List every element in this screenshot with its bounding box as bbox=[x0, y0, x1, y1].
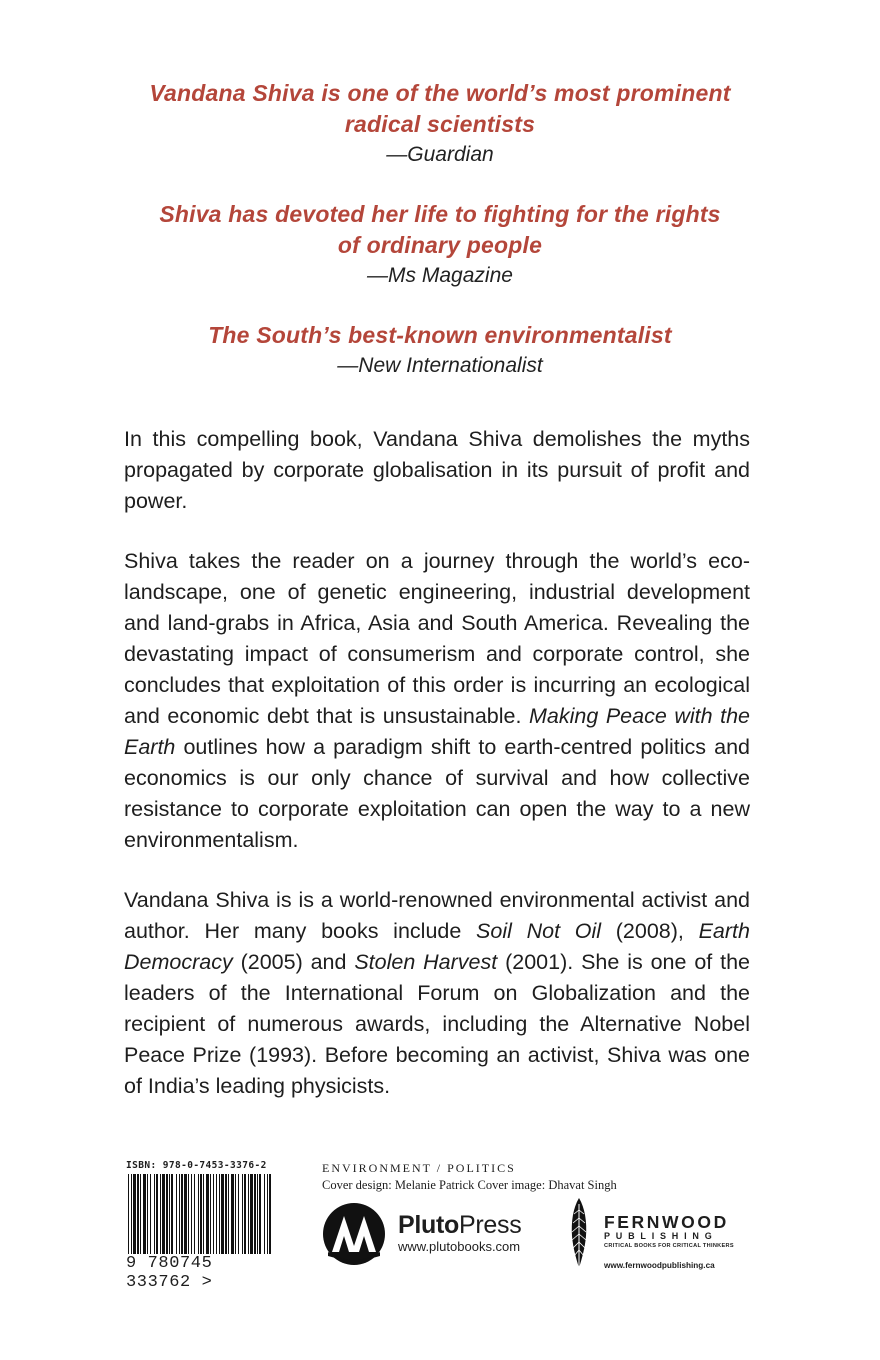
isbn-barcode bbox=[126, 1160, 276, 1292]
barcode-bar bbox=[137, 1174, 139, 1254]
barcode-bar bbox=[228, 1174, 229, 1254]
book-title: Stolen Harvest bbox=[354, 950, 498, 974]
barcode-bar bbox=[191, 1174, 192, 1254]
text-run: outlines how a paradigm shift to earth-centred politics and economics is our only chance of survival and how collective resistance to corporate exploitation can open the way to a new environmentalism. bbox=[124, 735, 750, 852]
quote-2 bbox=[0, 199, 880, 290]
barcode-bar bbox=[140, 1174, 141, 1254]
quote-text bbox=[0, 320, 880, 351]
blurb-paragraph-1: In this compelling book, Vandana Shiva demolishes the myths propagated by corporate globalisation in its pursuit of profit and power. bbox=[124, 427, 750, 513]
barcode-bar bbox=[143, 1174, 146, 1254]
barcode-bar bbox=[264, 1174, 265, 1254]
fernwood-logo bbox=[568, 1196, 734, 1270]
barcode-bar bbox=[269, 1174, 271, 1254]
quote-text bbox=[0, 199, 880, 261]
quote-line: The South’s best-known environmentalist bbox=[208, 322, 672, 348]
cover-credits: Cover design: Melanie Patrick Cover image: Dhavat Singh bbox=[322, 1178, 617, 1192]
barcode-number: 9 780745 333762 > bbox=[126, 1254, 213, 1292]
barcode-bar bbox=[169, 1174, 170, 1254]
barcode-bar bbox=[188, 1174, 189, 1254]
quote-line: of ordinary people bbox=[337, 232, 543, 258]
barcode-bar bbox=[235, 1174, 236, 1254]
barcode-bar bbox=[166, 1174, 168, 1254]
barcode-bar bbox=[162, 1174, 165, 1254]
text-run: (2005) and bbox=[232, 950, 355, 974]
text-run: Vandana Shiva is is a world-renowned environmental activist and author. Her many books include bbox=[124, 888, 750, 943]
text-run: (2008), bbox=[601, 919, 699, 943]
fernwood-url: www.fernwoodpublishing.ca bbox=[604, 1261, 715, 1270]
barcode-bar bbox=[210, 1174, 211, 1254]
barcode-bar bbox=[257, 1174, 258, 1254]
quote-source: —Ms Magazine bbox=[367, 264, 513, 287]
fernwood-tagline: CRITICAL BOOKS FOR CRITICAL THINKERS bbox=[604, 1243, 734, 1249]
barcode-bar bbox=[250, 1174, 253, 1254]
barcode-bar bbox=[198, 1174, 199, 1254]
pluto-url: www.plutobooks.com bbox=[398, 1239, 521, 1254]
barcode-bar bbox=[156, 1174, 158, 1254]
barcode-bar bbox=[216, 1174, 217, 1254]
barcode-bar bbox=[171, 1174, 173, 1254]
barcode-bar bbox=[200, 1174, 202, 1254]
blurb bbox=[124, 424, 750, 1131]
text-run: Shiva takes the reader on a journey through the world’s eco-landscape, one of genetic engineering, industrial development and land-grabs in Africa, Asia and South America. Revealing the devastating impact of consumerism and corporate control, she concludes that exploitation of this order is incurring an ecological and economic debt that is unsustainable. bbox=[124, 549, 750, 728]
quote-line: radical scientists bbox=[344, 111, 536, 137]
barcode-bar bbox=[203, 1174, 204, 1254]
back-cover-footer bbox=[124, 1160, 754, 1292]
barcode-bar bbox=[231, 1174, 234, 1254]
quote-text bbox=[0, 78, 880, 140]
blurb-paragraph-2 bbox=[124, 546, 750, 856]
quote-line: Shiva has devoted her life to fighting for the rights bbox=[159, 201, 721, 227]
fern-leaf-icon bbox=[568, 1196, 590, 1270]
barcode-bar bbox=[181, 1174, 183, 1254]
barcode-bar bbox=[259, 1174, 261, 1254]
barcode-bar bbox=[238, 1174, 239, 1254]
barcode-bar bbox=[133, 1174, 136, 1254]
barcode-bar bbox=[248, 1174, 249, 1254]
barcode-bar bbox=[267, 1174, 268, 1254]
barcode-bar bbox=[219, 1174, 220, 1254]
barcode-bar bbox=[128, 1174, 129, 1254]
barcode-bar bbox=[242, 1174, 243, 1254]
barcode-bar bbox=[213, 1174, 214, 1254]
pluto-name bbox=[398, 1212, 521, 1238]
praise-quotes bbox=[0, 78, 880, 410]
book-title: Making Peace with the Earth bbox=[124, 704, 750, 759]
barcode-bar bbox=[254, 1174, 256, 1254]
barcode-bar bbox=[194, 1174, 195, 1254]
barcode-bar bbox=[147, 1174, 148, 1254]
credits bbox=[322, 1160, 617, 1194]
quote-3 bbox=[0, 320, 880, 380]
isbn-label: ISBN: 978-0-7453-3376-2 bbox=[126, 1160, 267, 1171]
barcode-bar bbox=[225, 1174, 227, 1254]
fernwood-name: FERNWOOD bbox=[604, 1212, 729, 1232]
pluto-press-logo bbox=[322, 1202, 521, 1266]
pluto-text bbox=[398, 1212, 521, 1256]
quote-line: Vandana Shiva is one of the world’s most prominent bbox=[149, 80, 731, 106]
barcode-bar bbox=[206, 1174, 209, 1254]
category-label: ENVIRONMENT / POLITICS bbox=[322, 1161, 516, 1175]
quote-1 bbox=[0, 78, 880, 169]
book-title: Soil Not Oil bbox=[476, 919, 602, 943]
barcode-bar bbox=[150, 1174, 151, 1254]
fernwood-sub: PUBLISHING bbox=[604, 1231, 718, 1241]
quote-source: —New Internationalist bbox=[337, 354, 543, 377]
book-title: Earth Democracy bbox=[124, 919, 750, 974]
barcode-bar bbox=[160, 1174, 161, 1254]
quote-source: —Guardian bbox=[386, 143, 494, 166]
text-run: (2001). She is one of the leaders of the International Forum on Globalization and the recipient of numerous awards, including the Alternative Nobel Peace Prize (1993). Before becoming an activist, Shiva was one of India’s leading physicists. bbox=[124, 950, 750, 1098]
barcode-bar bbox=[179, 1174, 180, 1254]
barcode-icon bbox=[126, 1174, 274, 1256]
barcode-bar bbox=[244, 1174, 246, 1254]
barcode-bar bbox=[184, 1174, 187, 1254]
barcode-bar bbox=[154, 1174, 155, 1254]
pluto-press-logo-icon bbox=[322, 1202, 386, 1266]
barcode-bar bbox=[176, 1174, 177, 1254]
barcode-bar bbox=[131, 1174, 132, 1254]
barcode-bar bbox=[221, 1174, 224, 1254]
pluto-name-light: Press bbox=[459, 1211, 522, 1239]
pluto-name-bold: Pluto bbox=[398, 1211, 459, 1239]
author-bio bbox=[124, 885, 750, 1102]
fernwood-text bbox=[604, 1196, 734, 1270]
